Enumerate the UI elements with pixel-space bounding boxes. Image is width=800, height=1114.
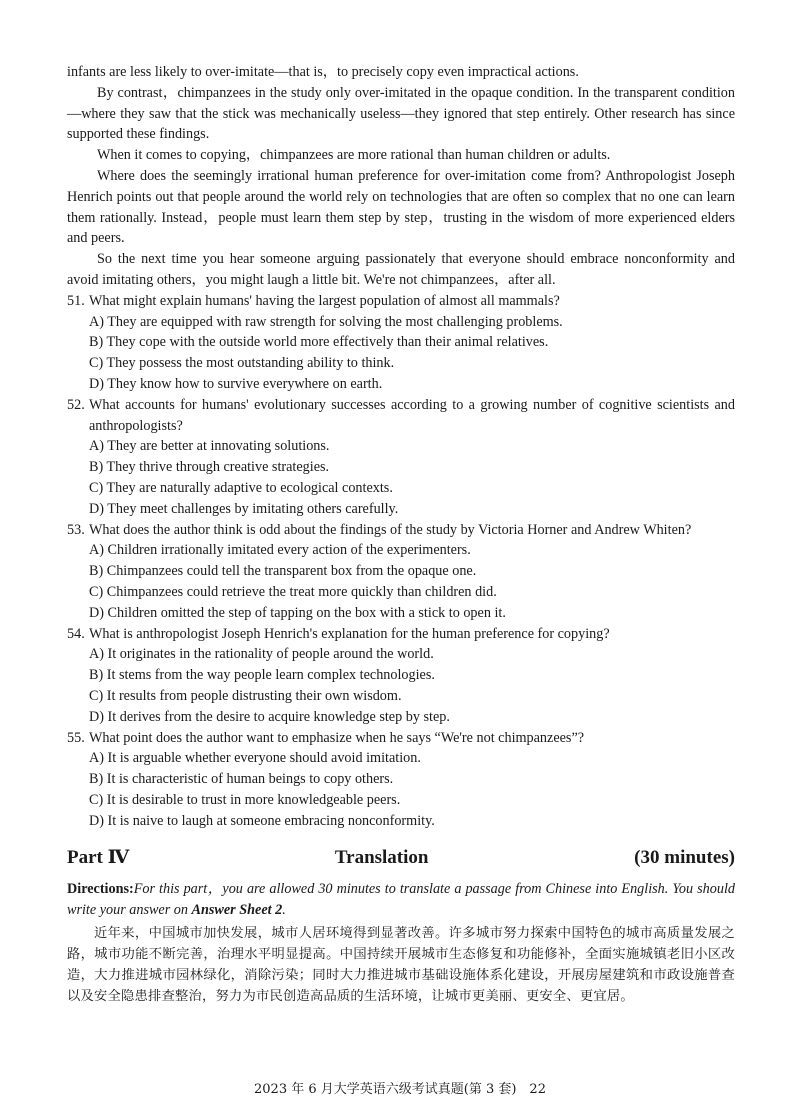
answer-option: B) It stems from the way people learn complex technologies. — [89, 667, 435, 684]
question-text: What might explain humans' having the largest population of almost all mammals? — [89, 292, 560, 309]
answer-option: C) They are naturally adaptive to ecological contexts. — [89, 479, 393, 496]
part-header — [67, 845, 735, 871]
answer-option: C) Chimpanzees could retrieve the treat more quickly than children did. — [89, 583, 497, 600]
question-number: 54. — [67, 625, 85, 642]
passage-paragraph: So the next time you hear someone arguing passionately that everyone should embrace nonconformity and avoid imitating others，you might laugh a little bit. We're not chimpanzees，after all. — [67, 251, 735, 288]
part-title: Translation — [334, 847, 429, 869]
answer-option: A) They are better at innovating solutions. — [89, 438, 330, 455]
directions-text: For this part，you are allowed 30 minutes to translate a passage from Chinese into English. You should write your answer on — [67, 881, 735, 919]
answer-option: D) It derives from the desire to acquire knowledge step by step. — [89, 708, 450, 725]
question-text: What does the author think is odd about the findings of the study by Victoria Horner and Andrew Whiten? — [89, 521, 692, 538]
chinese-passage: 近年来，中国城市加快发展，城市人居环境得到显著改善。许多城市努力探索中国特色的城市高质量发展之路，城市功能不断完善，治理水平明显提高。中国持续开展城市生态修复和功能修补，全面实施城镇老旧小区改造，大力推进城市园林绿化，消除污染；同时大力推进城市基础设施体系化建设，开展房屋建筑和市政设施普查以及安全隐患排查整治，努力为市民创造高品质的生活环境，让城市更美丽、更安全、更宜居。 — [67, 926, 735, 1005]
answer-option: A) It is arguable whether everyone should avoid imitation. — [89, 750, 421, 767]
question-number: 53. — [67, 521, 85, 538]
question-53 — [67, 520, 735, 624]
answer-option: C) They possess the most outstanding ability to think. — [89, 355, 395, 372]
passage-paragraph: infants are less likely to over-imitate—that is，to precisely copy even impractical actions. — [67, 64, 579, 80]
answer-option: B) They cope with the outside world more effectively than their animal relatives. — [89, 334, 549, 351]
question-52 — [67, 395, 735, 520]
answer-option: A) Children irrationally imitated every action of the experimenters. — [89, 542, 471, 559]
question-55 — [67, 728, 735, 832]
directions-end: . — [282, 902, 286, 919]
question-number: 55. — [67, 729, 85, 746]
passage-paragraph: By contrast，chimpanzees in the study only over-imitated in the opaque condition. In the transparent condition—where they saw that the stick was mechanically useless—they ignored that step entirely. Other research has since supported these findings. — [67, 84, 735, 143]
answer-option: D) They meet challenges by imitating others carefully. — [89, 500, 399, 517]
page-footer: 2023 年 6 月大学英语六级考试真题(第 3 套) 22 — [254, 1082, 546, 1097]
question-text: What point does the author want to emphasize when he says “We're not chimpanzees”? — [89, 729, 585, 746]
answer-sheet-ref: Answer Sheet 2 — [191, 902, 283, 919]
part-time: (30 minutes) — [634, 847, 735, 869]
directions — [67, 879, 735, 921]
answer-option: B) They thrive through creative strategies. — [89, 459, 330, 476]
question-54 — [67, 624, 735, 728]
passage-paragraph: When it comes to copying，chimpanzees are more rational than human children or adults. — [97, 147, 611, 164]
passage-paragraph: Where does the seemingly irrational human preference for over-imitation come from? Anthropologist Joseph Henrich points out that people around the world rely on technologies that are often so complex that no one can learn them rationally. Instead，people must learn them step by step，trusting in the wisdom of more experienced elders and peers. — [67, 167, 735, 247]
answer-option: D) Children omitted the step of tapping on the box with a stick to open it. — [89, 604, 506, 621]
exam-page — [67, 62, 735, 1007]
answer-option: A) They are equipped with raw strength for solving the most challenging problems. — [89, 313, 563, 330]
question-text: What accounts for humans' evolutionary successes according to a growing number of cognitive scientists and anthropologists? — [89, 396, 735, 434]
answer-option: D) They know how to survive everywhere on earth. — [89, 375, 383, 392]
question-number: 52. — [67, 396, 85, 413]
answer-option: B) Chimpanzees could tell the transparent box from the opaque one. — [89, 563, 477, 580]
answer-option: A) It originates in the rationality of people around the world. — [89, 646, 434, 663]
part-label: Part Ⅳ — [67, 847, 130, 869]
question-number: 51. — [67, 292, 85, 309]
answer-option: C) It results from people distrusting their own wisdom. — [89, 687, 402, 704]
question-51 — [67, 291, 735, 395]
question-text: What is anthropologist Joseph Henrich's explanation for the human preference for copying? — [89, 625, 610, 642]
answer-option: C) It is desirable to trust in more knowledgeable peers. — [89, 791, 401, 808]
directions-label: Directions: — [67, 881, 134, 898]
answer-option: B) It is characteristic of human beings to copy others. — [89, 771, 394, 788]
answer-option: D) It is naive to laugh at someone embracing nonconformity. — [89, 812, 435, 829]
